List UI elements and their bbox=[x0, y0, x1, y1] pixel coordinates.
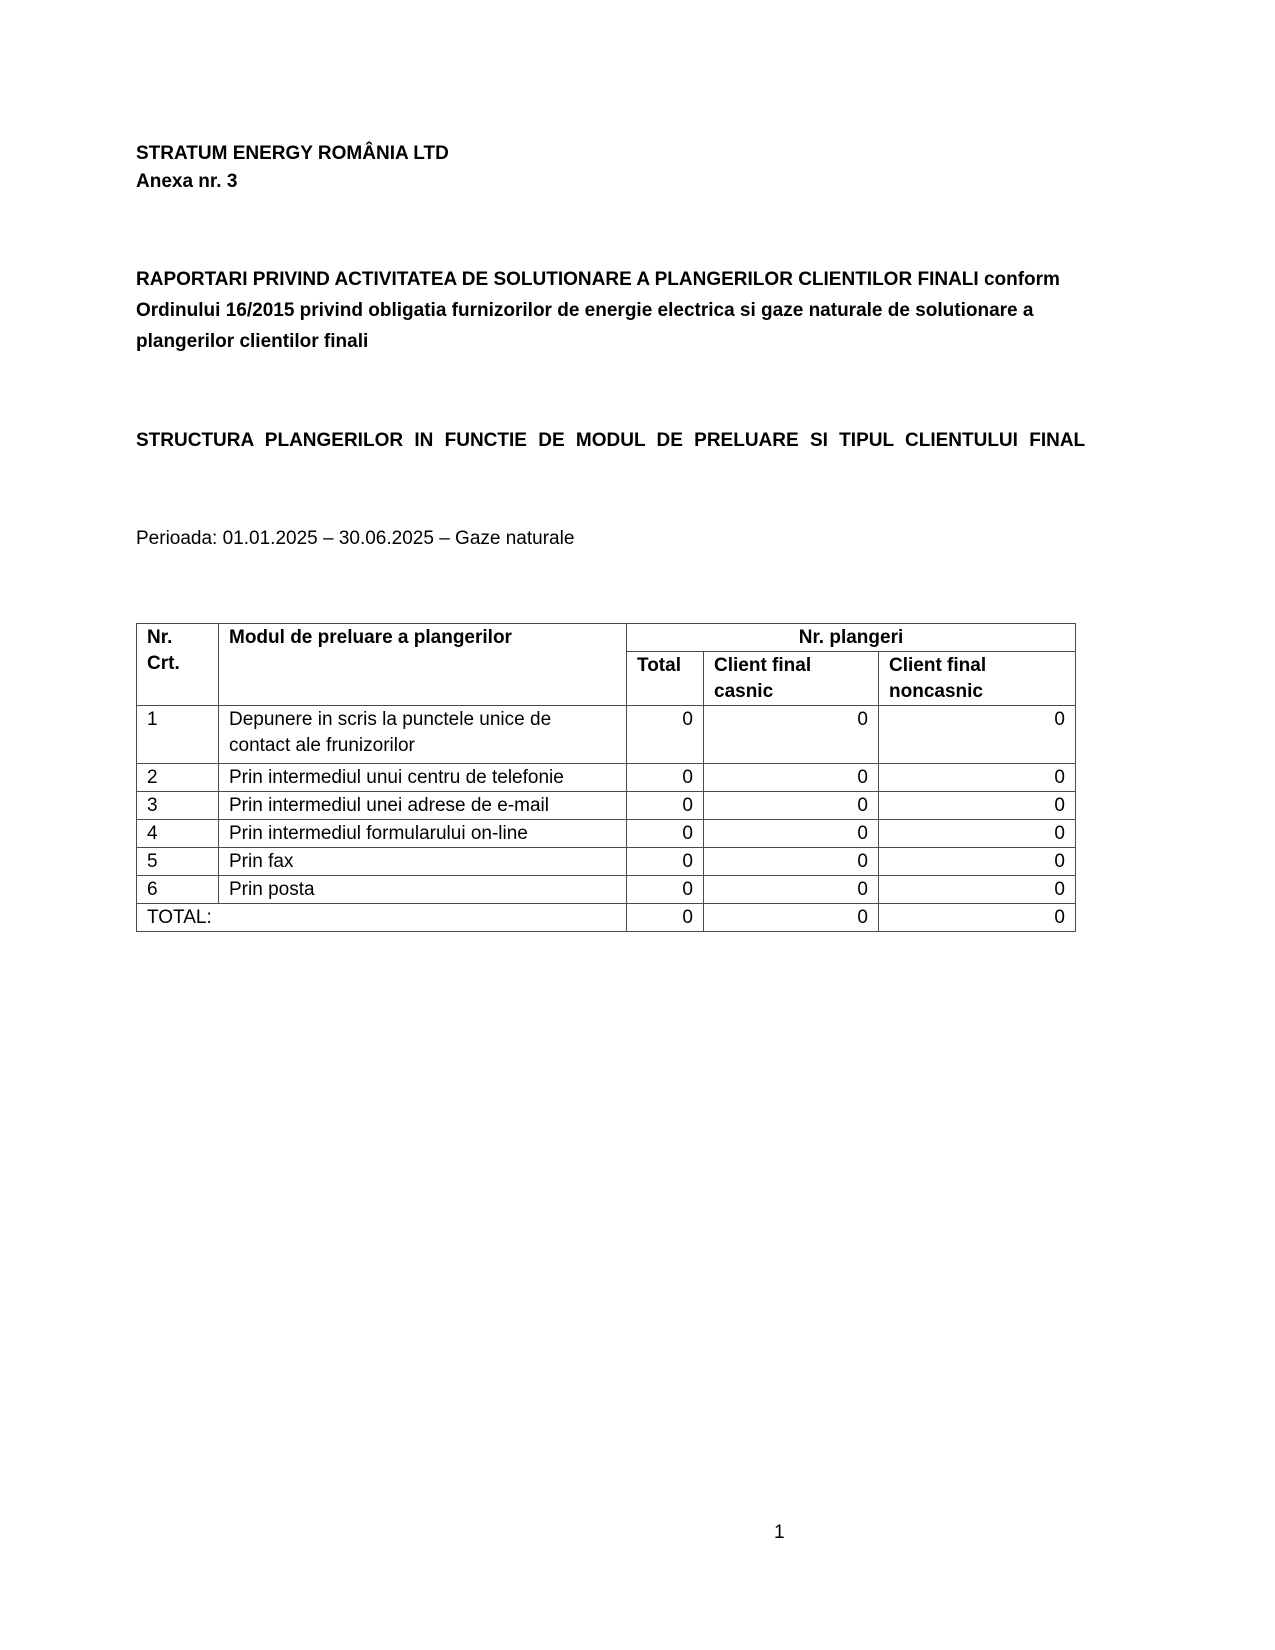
complaints-table bbox=[136, 623, 1076, 932]
total-label: TOTAL: bbox=[137, 904, 627, 932]
report-title-line: plangerilor clientilor finali bbox=[136, 331, 369, 352]
table-row bbox=[137, 876, 1076, 904]
header-casnic-line: Client final bbox=[714, 655, 812, 676]
row-noncasnic: 0 bbox=[879, 792, 1076, 820]
report-title-line: RAPORTARI PRIVIND ACTIVITATEA DE SOLUTIONARE A PLANGERILOR CLIENTILOR FINALI conform bbox=[136, 269, 1060, 290]
total-casnic: 0 bbox=[704, 904, 879, 932]
row-total: 0 bbox=[627, 820, 704, 848]
header-mode: Modul de preluare a plangerilor bbox=[219, 624, 627, 706]
row-nr: 3 bbox=[137, 792, 219, 820]
header-nr-crt-line: Nr. bbox=[147, 627, 173, 648]
table-row bbox=[137, 764, 1076, 792]
row-total: 0 bbox=[627, 792, 704, 820]
row-casnic: 0 bbox=[704, 764, 879, 792]
table-row bbox=[137, 848, 1076, 876]
header-nr-crt-line: Crt. bbox=[147, 653, 180, 674]
row-nr: 1 bbox=[137, 706, 219, 764]
table-header-row bbox=[137, 624, 1076, 652]
row-casnic: 0 bbox=[704, 792, 879, 820]
table-total-row bbox=[137, 904, 1076, 932]
row-casnic: 0 bbox=[704, 706, 879, 764]
header-noncasnic bbox=[879, 652, 1076, 706]
structure-heading: STRUCTURA PLANGERILOR IN FUNCTIE DE MODUL DE PRELUARE SI TIPUL CLIENTULUI FINAL bbox=[136, 430, 1086, 451]
row-nr: 4 bbox=[137, 820, 219, 848]
header-complaints-group: Nr. plangeri bbox=[627, 624, 1076, 652]
row-mode-line: Depunere in scris la punctele unice de bbox=[229, 709, 552, 730]
report-title-line: Ordinului 16/2015 privind obligatia furnizorilor de energie electrica si gaze naturale de solutionare a bbox=[136, 300, 1034, 321]
report-title bbox=[136, 264, 1060, 357]
row-mode: Prin fax bbox=[219, 848, 627, 876]
row-nr: 2 bbox=[137, 764, 219, 792]
row-casnic: 0 bbox=[704, 848, 879, 876]
row-noncasnic: 0 bbox=[879, 876, 1076, 904]
row-nr: 5 bbox=[137, 848, 219, 876]
row-mode: Prin intermediul unei adrese de e-mail bbox=[219, 792, 627, 820]
header-casnic-line: casnic bbox=[714, 681, 774, 702]
header-noncasnic-line: Client final bbox=[889, 655, 987, 676]
table-row bbox=[137, 820, 1076, 848]
row-mode: Prin posta bbox=[219, 876, 627, 904]
table-row bbox=[137, 792, 1076, 820]
row-mode bbox=[219, 706, 627, 764]
annex-label: Anexa nr. 3 bbox=[136, 171, 238, 192]
row-noncasnic: 0 bbox=[879, 820, 1076, 848]
header-nr-crt bbox=[137, 624, 219, 706]
table-row bbox=[137, 706, 1076, 764]
header-total: Total bbox=[627, 652, 704, 706]
row-total: 0 bbox=[627, 706, 704, 764]
row-nr: 6 bbox=[137, 876, 219, 904]
total-total: 0 bbox=[627, 904, 704, 932]
total-noncasnic: 0 bbox=[879, 904, 1076, 932]
row-mode: Prin intermediul unui centru de telefonie bbox=[219, 764, 627, 792]
header-noncasnic-line: noncasnic bbox=[889, 681, 983, 702]
page-number: 1 bbox=[774, 1522, 785, 1543]
row-casnic: 0 bbox=[704, 820, 879, 848]
period-line: Perioada: 01.01.2025 – 30.06.2025 – Gaze naturale bbox=[136, 528, 575, 549]
row-mode-line: contact ale frunizorilor bbox=[229, 735, 415, 756]
row-noncasnic: 0 bbox=[879, 706, 1076, 764]
row-mode: Prin intermediul formularului on-line bbox=[219, 820, 627, 848]
company-name: STRATUM ENERGY ROMÂNIA LTD bbox=[136, 143, 449, 164]
header-casnic bbox=[704, 652, 879, 706]
row-noncasnic: 0 bbox=[879, 848, 1076, 876]
row-total: 0 bbox=[627, 764, 704, 792]
row-casnic: 0 bbox=[704, 876, 879, 904]
row-noncasnic: 0 bbox=[879, 764, 1076, 792]
row-total: 0 bbox=[627, 876, 704, 904]
row-total: 0 bbox=[627, 848, 704, 876]
